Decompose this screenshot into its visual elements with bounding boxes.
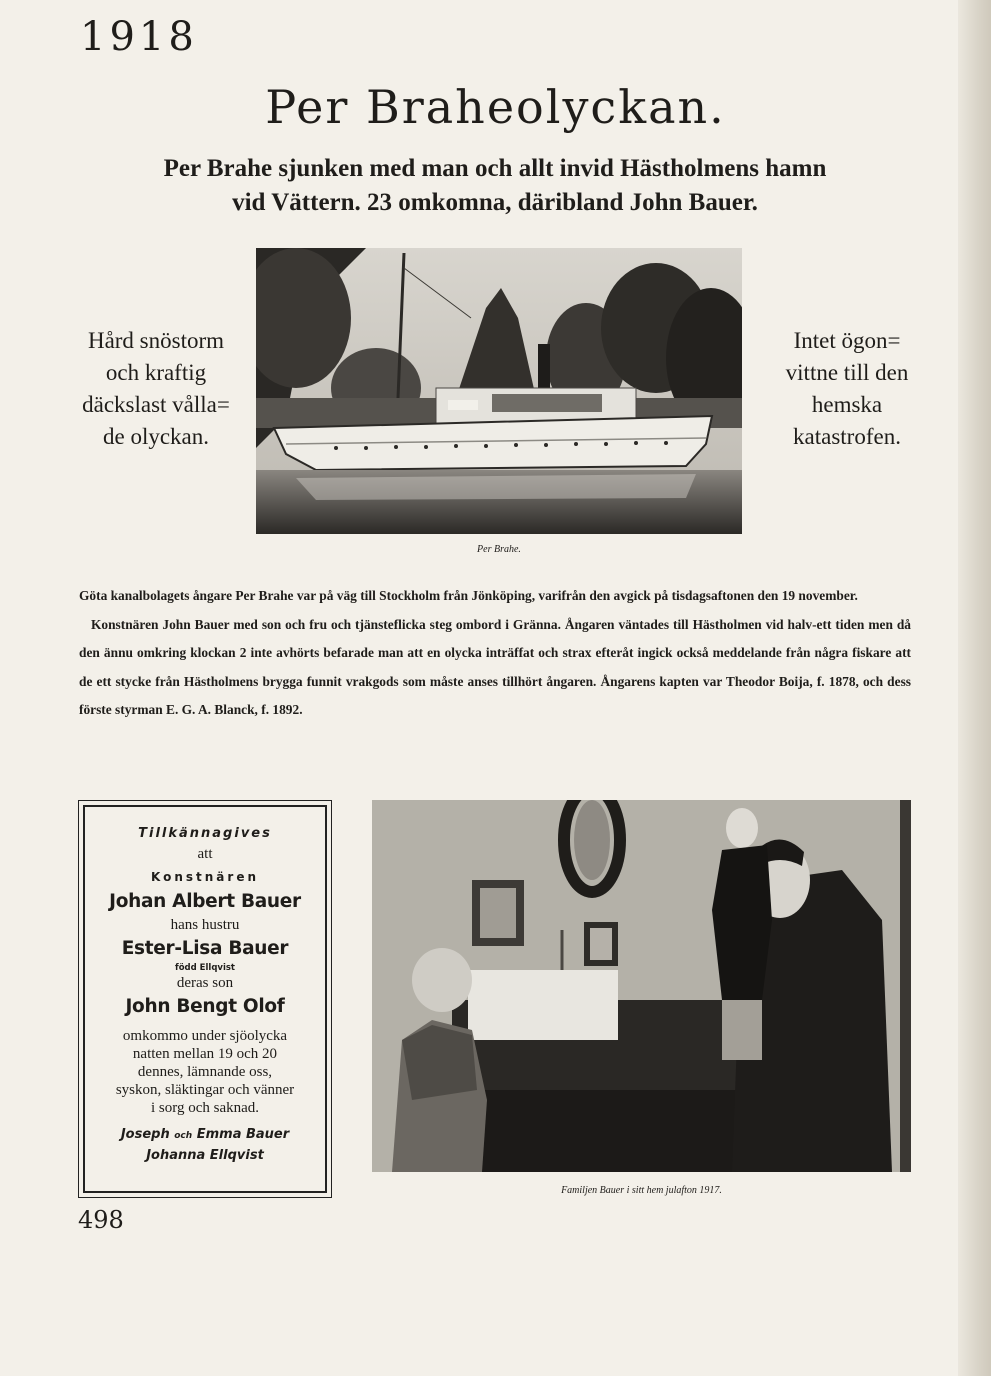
article-body [79,582,911,725]
notice-heading: Tillkännagives [138,826,272,841]
signature-joseph: Joseph [120,1127,170,1142]
side-note-right [762,325,932,453]
notice-name-mother: Ester-Lisa Bauer [121,938,289,959]
article-paragraph-1: Göta kanalbolagets ångare Per Brahe var på väg till Stockholm från Jönköping, varifrån den avgick på tisdagsaftonen den 19 november. [79,588,858,603]
page-title: Per Braheolyckan. [265,80,726,134]
notice-text-5: i sorg och saknad. [150,1100,260,1116]
subtitle-line-1: Per Brahe sjunken med man och allt invid Hästholmens hamn [163,155,827,182]
death-notice [78,800,332,1198]
notice-fodd: född Ellqvist [175,963,235,973]
side-right-line-1: Intet ögon= [793,328,901,353]
side-left-line-4: de olyckan. [102,424,209,449]
page-subtitle [70,152,920,220]
ship-photo-caption: Per Brahe. [477,544,521,555]
article-paragraph-2: Konstnären John Bauer med son och fru och tjänsteflicka steg ombord i Gränna. Ångaren väntades till Hästholmen vid halv-ett tiden men då den ännu omkring klockan 2 inte avhörts befarade man att en olycka inträffat och strax efteråt ingick också meddelande från några fiskare att de ett stycke från Hästholmens brygga funnit vrakgods som måste anses tillhört ångaren. Ångarens kapten var Theodor Boija, f. 1878, och dess förste styrman E. G. A. Blanck, f. 1892. [79,616,911,717]
family-photo-caption: Familjen Bauer i sitt hem julafton 1917. [561,1185,722,1196]
notice-hans-hustru: hans hustru [170,917,240,933]
page-number: 498 [78,1206,124,1234]
side-right-line-4: katastrofen. [793,424,901,449]
notice-signatures [85,1125,325,1165]
ship-illustration [256,248,742,534]
side-right-line-3: hemska [811,392,883,417]
family-photo [372,800,911,1172]
notice-text-1: omkommo under sjöolycka [122,1028,288,1044]
notice-text-3: dennes, lämnande oss, [137,1064,273,1080]
notice-signature-1 [85,1125,325,1146]
side-note-left [74,325,238,453]
notice-att: att [197,846,213,862]
notice-konstnaren: Konstnären [151,870,259,884]
death-notice-inner-frame [83,805,327,1193]
notice-body [85,1027,325,1117]
side-right-line-2: vittne till den [785,360,909,385]
side-left-line-3: däckslast vålla= [82,392,230,417]
side-left-line-2: och kraftig [105,360,207,385]
notice-signature-2: Johanna Ellqvist [146,1148,264,1163]
ship-photo [256,248,742,534]
notice-name-father: Johan Albert Bauer [109,891,301,912]
signature-och: och [174,1131,193,1141]
subtitle-line-2: vid Vättern. 23 omkomna, däribland John Bauer. [232,189,758,216]
page-edge-shade [958,0,991,1376]
side-left-line-1: Hård snöstorm [87,328,225,353]
notice-text-4: syskon, släktingar och vänner [115,1082,295,1098]
notice-deras-son: deras son [176,975,234,991]
page-year: 1918 [80,14,198,60]
signature-emma-bauer: Emma Bauer [196,1127,290,1142]
notice-text-2: natten mellan 19 och 20 [132,1046,278,1062]
notice-name-son: John Bengt Olof [125,996,285,1017]
family-illustration [372,800,911,1172]
